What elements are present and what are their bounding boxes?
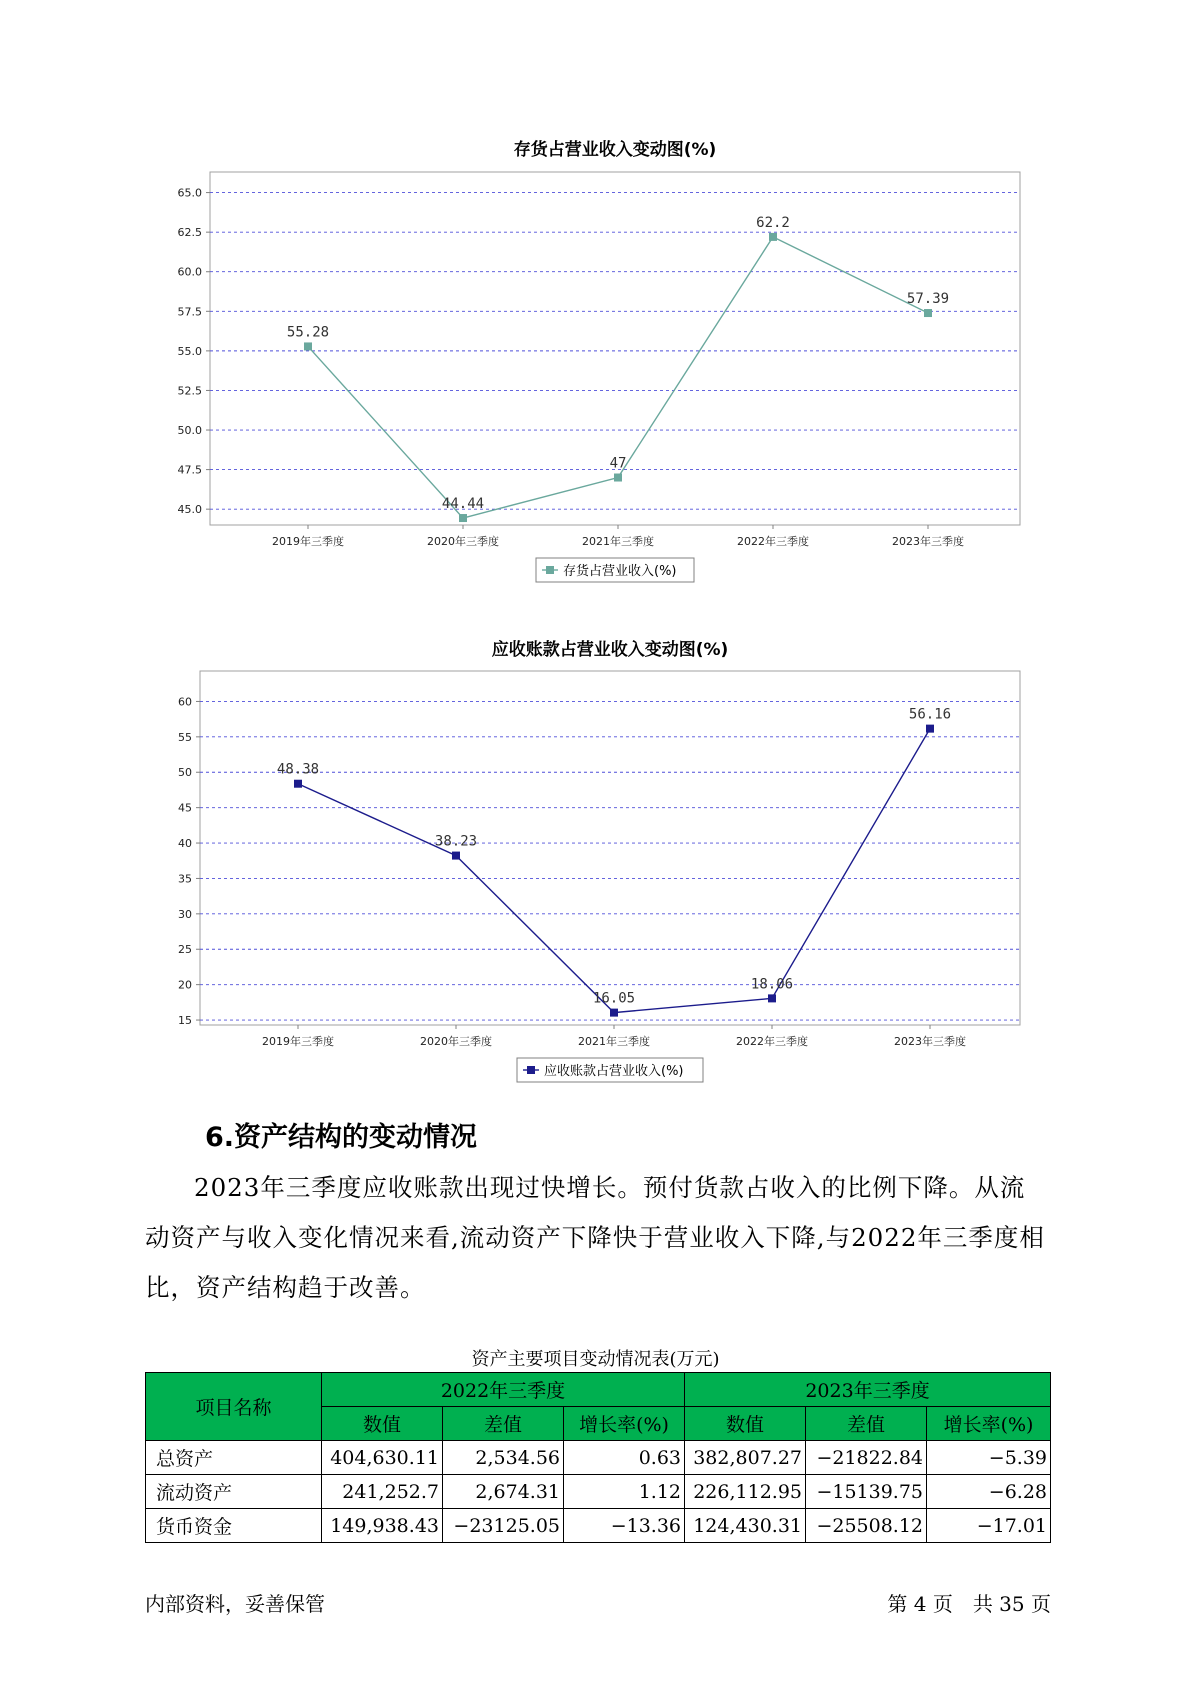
y-tick-label: 45.0 bbox=[177, 503, 202, 517]
data-point bbox=[610, 1009, 618, 1017]
inventory-chart bbox=[0, 125, 1191, 595]
cell: −23125.05 bbox=[443, 1509, 564, 1543]
x-tick-label: 2020年三季度 bbox=[420, 1035, 492, 1048]
cell: 2,674.31 bbox=[443, 1475, 564, 1509]
x-tick-label: 2020年三季度 bbox=[427, 535, 499, 548]
y-tick-label: 30 bbox=[178, 907, 192, 921]
x-tick-label: 2022年三季度 bbox=[736, 1035, 808, 1048]
cell: −6.28 bbox=[927, 1475, 1051, 1509]
data-label: 62.2 bbox=[756, 214, 790, 231]
y-tick-label: 45 bbox=[178, 801, 192, 815]
cell: 404,630.11 bbox=[322, 1441, 443, 1475]
chart-title: 应收账款占营业收入变动图(%) bbox=[491, 640, 729, 660]
row-name: 总资产 bbox=[146, 1441, 322, 1475]
receivables-chart-svg bbox=[0, 625, 1191, 1095]
row-name: 货币资金 bbox=[146, 1509, 322, 1543]
subheader-diff: 差值 bbox=[806, 1407, 927, 1441]
x-tick-label: 2019年三季度 bbox=[272, 535, 344, 548]
subheader-value: 数值 bbox=[322, 1407, 443, 1441]
cell: 124,430.31 bbox=[685, 1509, 806, 1543]
cell: 226,112.95 bbox=[685, 1475, 806, 1509]
table-caption: 资产主要项目变动情况表(万元) bbox=[471, 1349, 720, 1370]
y-tick-label: 62.5 bbox=[177, 226, 202, 240]
data-point bbox=[768, 994, 776, 1002]
header-period-2023: 2023年三季度 bbox=[685, 1373, 1051, 1407]
cell: 382,807.27 bbox=[685, 1441, 806, 1475]
y-tick-label: 50.0 bbox=[177, 424, 202, 438]
x-tick-label: 2021年三季度 bbox=[582, 535, 654, 548]
cell: −21822.84 bbox=[806, 1441, 927, 1475]
legend-label: 应收账款占营业收入(%) bbox=[544, 1064, 684, 1079]
y-tick-label: 57.5 bbox=[177, 305, 202, 319]
data-point bbox=[304, 342, 312, 350]
cell: −5.39 bbox=[927, 1441, 1051, 1475]
data-label: 55.28 bbox=[286, 324, 330, 341]
data-label: 48.38 bbox=[276, 761, 320, 778]
y-tick-label: 55 bbox=[178, 730, 192, 744]
cell: −17.01 bbox=[927, 1509, 1051, 1543]
plot-area bbox=[210, 172, 1020, 525]
body-paragraph: 2023年三季度应收账款出现过快增长。预付货款占收入的比例下降。从流动资产与收入变化情况来看,流动资产下降快于营业收入下降,与2022年三季度相比，资产结构趋于改善。 bbox=[145, 1173, 1045, 1302]
data-label: 47 bbox=[609, 455, 627, 472]
subheader-value: 数值 bbox=[685, 1407, 806, 1441]
plot-area bbox=[200, 671, 1020, 1025]
cell: 1.12 bbox=[564, 1475, 685, 1509]
data-point bbox=[614, 474, 622, 482]
x-tick-label: 2023年三季度 bbox=[894, 1035, 966, 1048]
cell: −13.36 bbox=[564, 1509, 685, 1543]
section-heading: 6.资产结构的变动情况 bbox=[205, 1122, 478, 1153]
data-point bbox=[452, 852, 460, 860]
table-row bbox=[146, 1441, 1051, 1475]
data-label: 56.16 bbox=[908, 706, 952, 723]
y-tick-label: 60 bbox=[178, 695, 192, 709]
y-tick-label: 35 bbox=[178, 872, 192, 886]
cell: −15139.75 bbox=[806, 1475, 927, 1509]
legend-label: 存货占营业收入(%) bbox=[563, 564, 677, 579]
data-point bbox=[769, 233, 777, 241]
inventory-chart-svg bbox=[0, 125, 1191, 595]
chart-title: 存货占营业收入变动图(%) bbox=[513, 140, 717, 160]
y-tick-label: 15 bbox=[178, 1014, 192, 1028]
y-tick-label: 60.0 bbox=[177, 265, 202, 279]
subheader-diff: 差值 bbox=[443, 1407, 564, 1441]
receivables-chart bbox=[0, 625, 1191, 1095]
subheader-growth: 增长率(%) bbox=[564, 1407, 685, 1441]
data-point bbox=[459, 514, 467, 522]
legend-swatch bbox=[527, 1066, 535, 1074]
y-tick-label: 50 bbox=[178, 766, 192, 780]
data-point bbox=[926, 725, 934, 733]
y-tick-label: 47.5 bbox=[177, 463, 202, 477]
table-row bbox=[146, 1475, 1051, 1509]
x-tick-label: 2023年三季度 bbox=[892, 535, 964, 548]
footer-page-number: 第 4 页 共 35 页 bbox=[887, 1592, 1051, 1616]
header-item-name: 项目名称 bbox=[146, 1373, 322, 1441]
data-label: 16.05 bbox=[592, 990, 636, 1007]
y-tick-label: 20 bbox=[178, 978, 192, 992]
cell: 0.63 bbox=[564, 1441, 685, 1475]
cell: 149,938.43 bbox=[322, 1509, 443, 1543]
y-tick-label: 40 bbox=[178, 837, 192, 851]
y-tick-label: 52.5 bbox=[177, 384, 202, 398]
row-name: 流动资产 bbox=[146, 1475, 322, 1509]
cell: 2,534.56 bbox=[443, 1441, 564, 1475]
asset-structure-table bbox=[145, 1372, 1051, 1543]
y-tick-label: 25 bbox=[178, 943, 192, 957]
subheader-growth: 增长率(%) bbox=[927, 1407, 1051, 1441]
x-tick-label: 2019年三季度 bbox=[262, 1035, 334, 1048]
y-tick-label: 65.0 bbox=[177, 186, 202, 200]
data-label: 44.44 bbox=[441, 496, 485, 513]
cell: 241,252.7 bbox=[322, 1475, 443, 1509]
data-label: 38.23 bbox=[434, 833, 478, 850]
legend-swatch bbox=[546, 566, 554, 574]
data-label: 18.06 bbox=[750, 976, 794, 993]
data-point bbox=[294, 780, 302, 788]
x-tick-label: 2022年三季度 bbox=[737, 535, 809, 548]
x-tick-label: 2021年三季度 bbox=[578, 1035, 650, 1048]
y-tick-label: 55.0 bbox=[177, 344, 202, 358]
data-point bbox=[924, 309, 932, 317]
data-label: 57.39 bbox=[906, 291, 950, 308]
header-period-2022: 2022年三季度 bbox=[322, 1373, 685, 1407]
cell: −25508.12 bbox=[806, 1509, 927, 1543]
footer-confidential: 内部资料，妥善保管 bbox=[145, 1592, 325, 1616]
table-row bbox=[146, 1509, 1051, 1543]
